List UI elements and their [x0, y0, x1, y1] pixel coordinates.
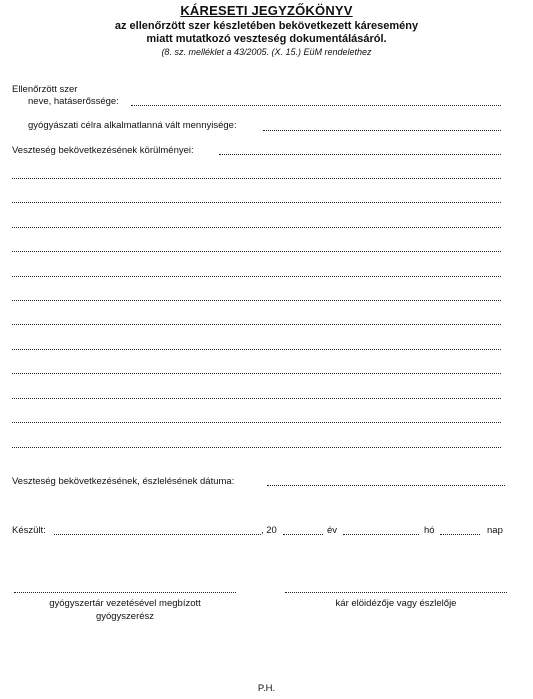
month-label: hó	[424, 525, 435, 536]
circumstances-line[interactable]	[12, 324, 501, 325]
circumstances-line[interactable]	[12, 422, 501, 423]
circumstances-line[interactable]	[12, 202, 501, 203]
unusable-quantity-label: gyógyászati célra alkalmatlanná vált mennyisége:	[28, 120, 237, 131]
pharmacist-signature-label-2: gyógyszerész	[95, 611, 155, 622]
made-place-field[interactable]	[54, 534, 261, 535]
made-label: Készült:	[12, 525, 46, 536]
subtitle-line-2: miatt mutatkozó veszteség dokumentálásáról.	[146, 33, 387, 45]
pharmacist-signature-line[interactable]	[14, 592, 236, 593]
page-title: KÁRESETI JEGYZŐKÖNYV	[180, 3, 353, 18]
unusable-quantity-field[interactable]	[263, 130, 501, 131]
circumstances-line[interactable]	[12, 251, 501, 252]
year-label: év	[327, 525, 338, 536]
substance-label: Ellenőrzött szer	[12, 84, 78, 95]
reporter-signature-label: kár elöidézője vagy észlelője	[335, 598, 457, 609]
pharmacist-signature-label: gyógyszertár vezetésével megbízott	[49, 598, 201, 609]
substance-name-strength-label: neve, hatáserőssége:	[28, 96, 119, 107]
legal-reference-note: (8. sz. melléklet a 43/2005. (X. 15.) EüM rendelethez	[161, 47, 372, 57]
circumstances-line[interactable]	[12, 447, 501, 448]
circumstances-line[interactable]	[12, 300, 501, 301]
circumstances-line[interactable]	[12, 349, 501, 350]
stamp-placeholder-label: P.H.	[257, 683, 276, 694]
subtitle-line-1: az ellenőrzött szer készletében bekövetkezett káresemény	[114, 20, 419, 32]
year-field[interactable]	[283, 534, 323, 535]
year-prefix: , 20	[261, 525, 277, 536]
day-label: nap	[487, 525, 503, 536]
month-field[interactable]	[343, 534, 419, 535]
reporter-signature-line[interactable]	[285, 592, 507, 593]
circumstances-line[interactable]	[12, 178, 501, 179]
circumstances-line[interactable]	[12, 398, 501, 399]
substance-name-field[interactable]	[131, 105, 501, 106]
circumstances-line[interactable]	[12, 227, 501, 228]
circumstances-line[interactable]	[12, 373, 501, 374]
loss-date-label: Veszteség bekövetkezésének, észlelésének dátuma:	[12, 476, 235, 487]
circumstances-label: Veszteség bekövetkezésének körülményei:	[12, 145, 194, 156]
circumstances-line[interactable]	[12, 276, 501, 277]
loss-date-field[interactable]	[267, 485, 505, 486]
circumstances-field[interactable]	[219, 154, 501, 155]
day-field[interactable]	[440, 534, 480, 535]
